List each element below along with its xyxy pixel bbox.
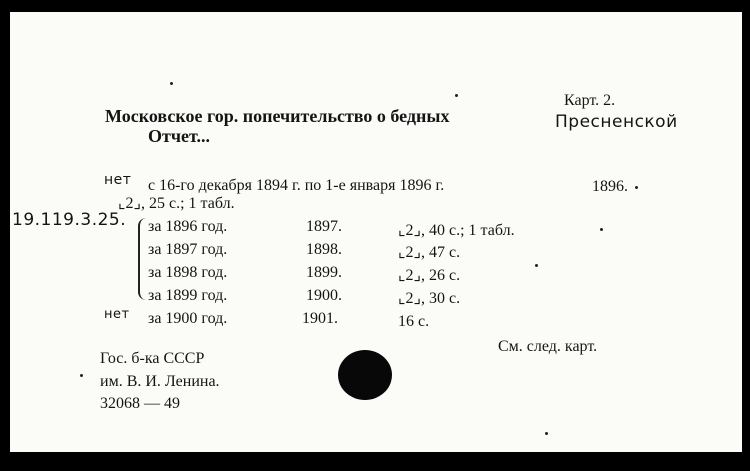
catalog-card <box>10 12 742 452</box>
row-text: ⌞2⌟, 25 с.; 1 табл. <box>118 195 235 212</box>
row-year: 1898. <box>306 241 342 258</box>
speck <box>545 432 548 435</box>
shelf-mark: 19.119.3.25. <box>12 210 127 230</box>
card-heading: Московское гор. попечительство о бедных <box>105 106 450 126</box>
row-year: 1900. <box>306 287 342 304</box>
card-heading-line2: Отчет... <box>148 126 210 146</box>
row-desc: ⌞2⌟, 30 с. <box>398 290 461 307</box>
punch-hole <box>338 350 392 400</box>
row-desc: 16 с. <box>398 313 430 330</box>
row-year: 1899. <box>306 264 342 281</box>
row-text: за 1900 год. <box>148 310 228 327</box>
row-year: 1897. <box>306 218 342 235</box>
handwritten-district: Пресненской <box>555 112 678 132</box>
speck <box>635 186 638 189</box>
speck <box>455 94 458 97</box>
speck <box>170 82 173 85</box>
speck <box>600 228 603 231</box>
row-mark: нет <box>104 307 130 322</box>
row-text: за 1897 год. <box>148 241 228 258</box>
row-mark: нет <box>104 172 132 188</box>
row-desc: ⌞2⌟, 26 с. <box>398 267 461 284</box>
brace-group <box>138 218 148 300</box>
row-desc: ⌞2⌟, 40 с.; 1 табл. <box>398 222 515 239</box>
row-text: за 1898 год. <box>148 264 228 281</box>
row-text: за 1899 год. <box>148 287 228 304</box>
card-number: Карт. 2. <box>564 92 616 109</box>
library-name-line2: им. В. И. Ленина. <box>100 373 220 390</box>
row-desc: ⌞2⌟, 47 с. <box>398 244 461 261</box>
row-year: 1901. <box>302 310 338 327</box>
row-text: с 16-го декабря 1894 г. по 1-е января 1896 г. <box>148 177 445 194</box>
row-year: 1896. <box>592 178 628 195</box>
inventory-number: 32068 — 49 <box>100 395 180 412</box>
see-next-card: См. след. карт. <box>498 338 598 355</box>
speck <box>535 264 538 267</box>
library-name: Гос. б-ка СССР <box>100 350 205 367</box>
row-text: за 1896 год. <box>148 218 228 235</box>
speck <box>80 374 83 377</box>
